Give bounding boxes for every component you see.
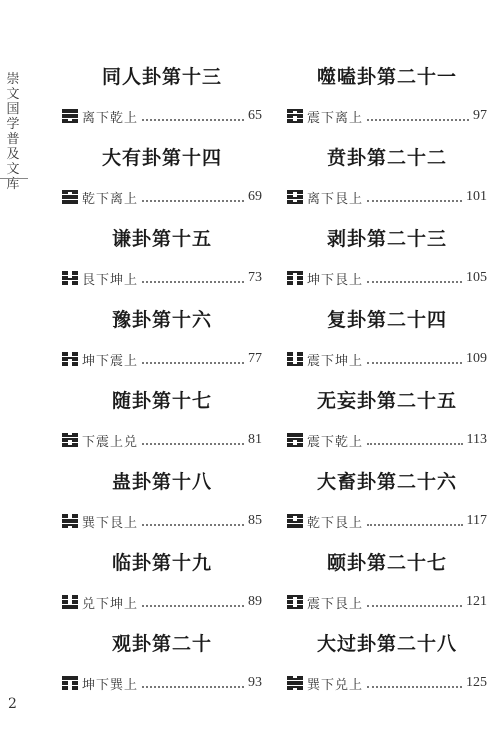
yang-line [287, 202, 303, 204]
dot-leader [142, 273, 244, 283]
toc-entry[interactable] [62, 143, 262, 224]
entry-line [62, 268, 262, 288]
page-ref: 85 [248, 513, 262, 528]
hexagram-icon [287, 514, 303, 528]
trigram-label: 坤下艮上 [307, 272, 364, 288]
entry-title: 剥卦第二十三 [326, 228, 447, 250]
page-ref: 73 [248, 270, 262, 285]
entry-title: 同人卦第十三 [101, 66, 222, 88]
dot-leader [367, 111, 469, 121]
entry-line [62, 511, 262, 531]
page-ref: 125 [466, 675, 487, 690]
yang-line [62, 607, 78, 609]
entry-title: 临卦第十九 [111, 552, 212, 574]
entry-line [287, 592, 487, 612]
toc-entry[interactable] [62, 224, 262, 305]
entry-title: 复卦第二十四 [326, 309, 447, 331]
yang-line [62, 445, 78, 447]
entry-title: 大有卦第十四 [101, 147, 222, 169]
dot-leader [367, 354, 462, 364]
hexagram-icon [287, 109, 303, 123]
dot-leader [142, 192, 244, 202]
dot-leader [367, 678, 462, 688]
toc-entry[interactable] [287, 548, 487, 629]
dot-leader [142, 516, 244, 526]
dot-leader [367, 192, 462, 202]
entry-line [287, 268, 487, 288]
trigram-label: 震下离上 [307, 110, 364, 126]
yin-line [287, 688, 303, 690]
trigram-label: 巽下艮上 [82, 515, 139, 531]
hexagram-icon [62, 676, 78, 690]
toc-right-column [287, 62, 487, 710]
hexagram-icon [287, 352, 303, 366]
entry-line [287, 187, 487, 207]
hexagram-icon [287, 433, 303, 447]
toc-entry[interactable] [287, 467, 487, 548]
entry-line [287, 106, 487, 126]
yang-line [287, 364, 303, 366]
entry-title: 观卦第二十 [111, 633, 212, 655]
entry-title: 豫卦第十六 [111, 309, 212, 331]
entry-title: 无妄卦第二十五 [316, 390, 457, 412]
toc-entry[interactable] [287, 305, 487, 386]
trigram-label: 下震上兑 [82, 434, 139, 450]
toc-entry[interactable] [62, 548, 262, 629]
yang-line [62, 202, 78, 204]
toc-entry[interactable] [287, 386, 487, 467]
hexagram-icon [62, 595, 78, 609]
dot-leader [367, 516, 463, 526]
toc-entry[interactable] [287, 224, 487, 305]
entry-line [287, 511, 487, 531]
entry-line [62, 592, 262, 612]
hexagram-icon [62, 433, 78, 447]
dot-leader [367, 273, 462, 283]
yang-line [287, 526, 303, 528]
entry-line [62, 187, 262, 207]
yin-line [62, 526, 78, 528]
hexagram-icon [287, 676, 303, 690]
trigram-label: 离下乾上 [82, 110, 139, 126]
entry-title: 谦卦第十五 [111, 228, 212, 250]
page-ref: 101 [466, 189, 487, 204]
dot-leader [142, 111, 244, 121]
entry-line [62, 349, 262, 369]
page-ref: 69 [248, 189, 262, 204]
page-ref: 105 [466, 270, 487, 285]
trigram-label: 震下乾上 [307, 434, 364, 450]
entry-title: 颐卦第二十七 [326, 552, 447, 574]
page-ref: 77 [248, 351, 262, 366]
toc-entry[interactable] [287, 143, 487, 224]
dot-leader [142, 435, 244, 445]
yin-line [287, 283, 303, 285]
page-ref: 97 [473, 108, 487, 123]
page-number: 2 [8, 696, 17, 712]
trigram-label: 乾下离上 [82, 191, 139, 207]
yin-line [62, 688, 78, 690]
yang-line [287, 445, 303, 447]
entry-line [287, 430, 487, 450]
toc-entry[interactable] [62, 629, 262, 710]
toc-entry[interactable] [62, 305, 262, 386]
hexagram-icon [62, 109, 78, 123]
dot-leader [367, 435, 463, 445]
trigram-label: 艮下坤上 [82, 272, 139, 288]
trigram-label: 离下艮上 [307, 191, 364, 207]
dot-leader [142, 354, 244, 364]
yang-line [287, 121, 303, 123]
yang-line [287, 607, 303, 609]
toc-left-column [62, 62, 262, 710]
entry-title: 噬嗑卦第二十一 [316, 66, 457, 88]
page-ref: 89 [248, 594, 262, 609]
hexagram-icon [62, 514, 78, 528]
hexagram-icon [62, 190, 78, 204]
entry-title: 蛊卦第十八 [111, 471, 212, 493]
hexagram-icon [287, 190, 303, 204]
entry-line [62, 673, 262, 693]
toc-entry[interactable] [62, 62, 262, 143]
hexagram-icon [62, 271, 78, 285]
entry-title: 随卦第十七 [111, 390, 212, 412]
page-ref: 93 [248, 675, 262, 690]
toc-entry[interactable] [62, 386, 262, 467]
entry-title: 大畜卦第二十六 [316, 471, 457, 493]
entry-line [62, 430, 262, 450]
yang-line [62, 121, 78, 123]
page-ref: 113 [466, 432, 487, 447]
dot-leader [142, 597, 244, 607]
dot-leader [367, 597, 462, 607]
trigram-label: 震下坤上 [307, 353, 364, 369]
hexagram-icon [287, 271, 303, 285]
toc-entry[interactable] [62, 467, 262, 548]
entry-title: 贲卦第二十二 [326, 147, 447, 169]
series-title: 崇文国学普及文库 [6, 72, 20, 192]
toc-entry[interactable] [287, 629, 487, 710]
trigram-label: 坤下震上 [82, 353, 139, 369]
entry-line [287, 673, 487, 693]
trigram-label: 巽下兑上 [307, 677, 364, 693]
dot-leader [142, 678, 244, 688]
page-ref: 81 [248, 432, 262, 447]
entry-title: 大过卦第二十八 [316, 633, 457, 655]
entry-line [287, 349, 487, 369]
trigram-label: 震下艮上 [307, 596, 364, 612]
toc-entry[interactable] [287, 62, 487, 143]
yin-line [62, 364, 78, 366]
page-ref: 117 [466, 513, 487, 528]
page-ref: 109 [466, 351, 487, 366]
trigram-label: 乾下艮上 [307, 515, 364, 531]
page-ref: 121 [466, 594, 487, 609]
yin-line [62, 283, 78, 285]
trigram-label: 坤下巽上 [82, 677, 139, 693]
trigram-label: 兑下坤上 [82, 596, 139, 612]
entry-line [62, 106, 262, 126]
hexagram-icon [62, 352, 78, 366]
hexagram-icon [287, 595, 303, 609]
page-ref: 65 [248, 108, 262, 123]
side-divider [0, 178, 28, 179]
